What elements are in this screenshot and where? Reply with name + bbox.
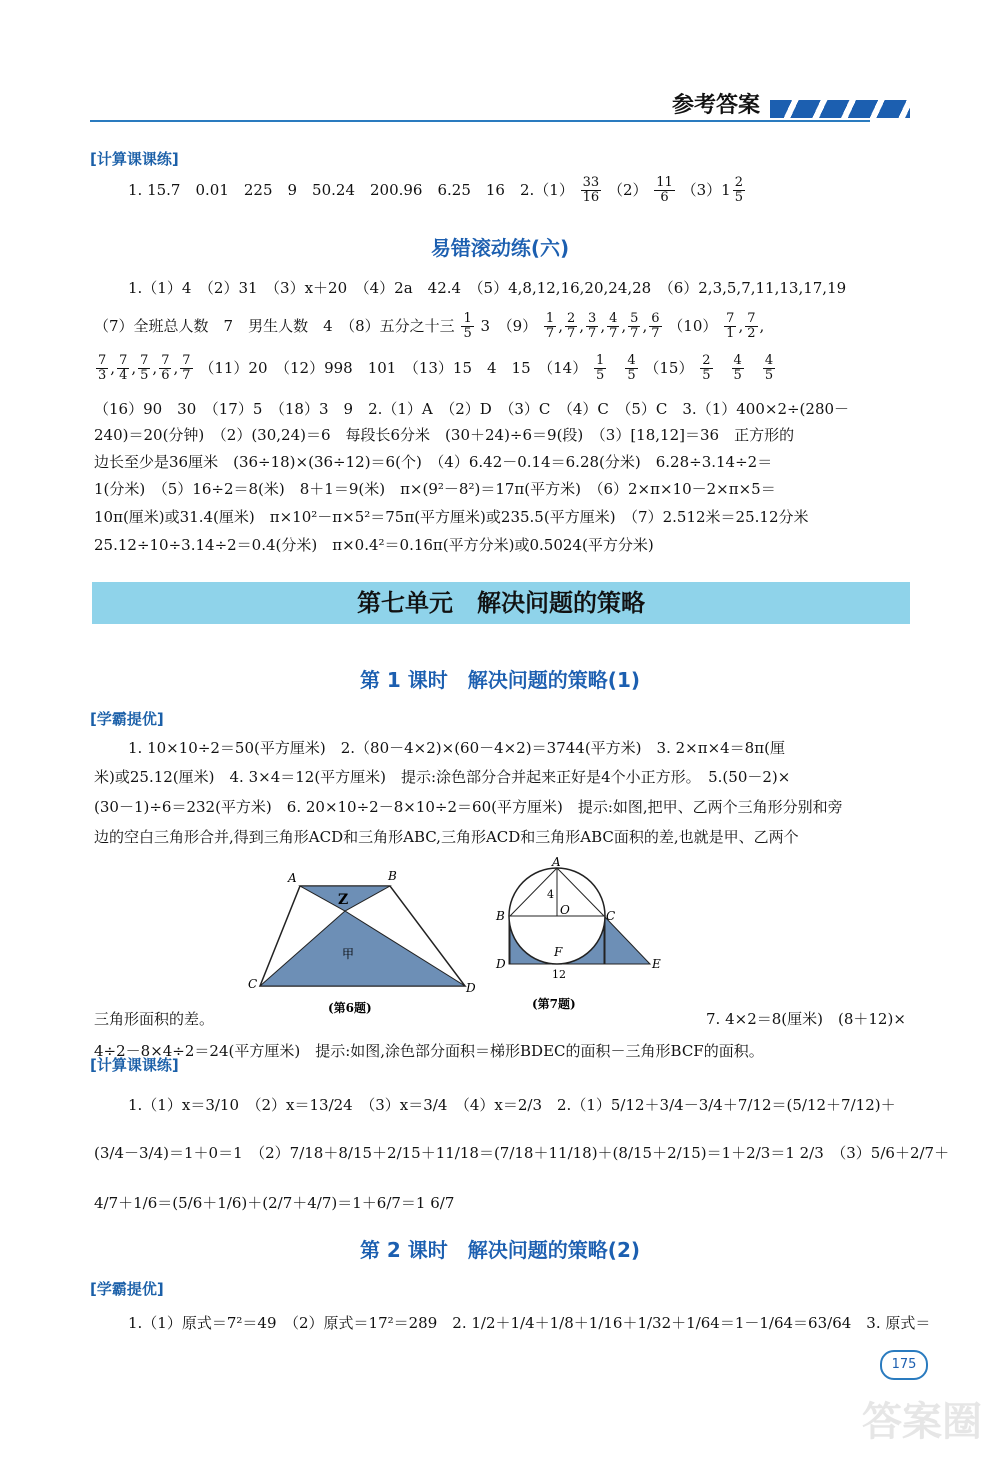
calc-answer-line: 1. 15.7 0.01 225 9 50.24 200.96 6.25 16 2.（1） $\frac{33}{16}$ （2） $\frac{11}{6}$ （3）1 $\frac{2}{5}$ bbox=[128, 175, 743, 206]
svg-text:甲: 甲 bbox=[342, 947, 355, 961]
yicuo-line-9: 25.12÷10÷3.14÷2＝0.4(分米) π×0.4²＝0.16π(平方分米)或0.5024(平方分米) bbox=[94, 536, 654, 554]
figure-6 bbox=[248, 869, 476, 1015]
calc2-line-3: 4/7＋1/6＝(5/6＋1/6)＋(2/7＋4/7)＝1＋6/7＝1 6/7 bbox=[94, 1194, 455, 1212]
lesson1-line-4: 边的空白三角形合并,得到三角形ACD和三角形ABC,三角形ACD和三角形ABC面积的差,也就是甲、乙两个 bbox=[94, 828, 799, 846]
yicuo-line-1: 1.（1）4 （2）31 （3）x＋20 （4）2a 42.4 （5）4,8,12,16,20,24,28 （6）2,3,5,7,11,13,17,19 bbox=[128, 279, 847, 297]
svg-text:D: D bbox=[466, 981, 476, 995]
svg-text:B: B bbox=[388, 869, 397, 883]
lesson1-title: 第 1 课时 解决问题的策略(1) bbox=[359, 668, 641, 692]
section-title-yicuo: 易错滚动练(六) bbox=[430, 236, 570, 260]
fraction: $\frac{11}{6}$ bbox=[656, 175, 673, 206]
lesson2-title: 第 2 课时 解决问题的策略(2) bbox=[359, 1238, 641, 1262]
svg-text:A: A bbox=[288, 871, 297, 885]
lesson1-line-5b: 7. 4×2＝8(厘米) (8＋12)× bbox=[706, 1010, 906, 1028]
yicuo-line-3: $\frac{7}{3}$ , $\frac{7}{4}$ , $\frac{7}{5}$ , $\frac{7}{6}$ , $\frac{7}{7}$ （11）20 （12）998 101 （13）15 4 15 （14） $\frac{1}{5}$ $\frac{4}{5}$ （15） $\frac{2}{5}$ $\frac{4}{5}$ $\frac{4}{5}$ bbox=[98, 353, 774, 384]
lesson1-line-6: 4÷2－8×4÷2＝24(平方厘米) 提示:如图,涂色部分面积＝梯形BDEC的面积－三角形BCF的面积。 bbox=[94, 1042, 764, 1060]
yicuo-line-8: 10π(厘米)或31.4(厘米) π×10²－π×5²＝75π(平方厘米)或235.5(平方厘米) （7）2.512米＝25.12分米 bbox=[94, 508, 809, 526]
lesson1-line-3: (30－1)÷6＝232(平方米) 6. 20×10÷2－8×10÷2＝60(平方厘米) 提示:如图,把甲、乙两个三角形分别和旁 bbox=[94, 798, 843, 816]
svg-text:(第6题): (第6题) bbox=[328, 1001, 372, 1015]
watermark-logo: 答案圈 bbox=[862, 1399, 982, 1445]
calc2-line-2: (3/4－3/4)＝1＋0＝1 （2）7/18＋8/15＋2/15＋11/18＝(7/18＋11/18)＋(8/15＋2/15)＝1＋2/3＝1 2/3 （3）5/6＋2/7＋ bbox=[94, 1144, 950, 1162]
svg-text:F: F bbox=[554, 945, 563, 959]
tag-xueba-2: [学霸提优] bbox=[90, 1280, 164, 1298]
tag-calc-2: [计算课课练] bbox=[90, 1056, 179, 1074]
page-header bbox=[90, 86, 910, 126]
svg-text:D: D bbox=[496, 957, 506, 971]
svg-text:Z: Z bbox=[338, 892, 349, 908]
svg-text:O: O bbox=[560, 903, 570, 917]
svg-text:4: 4 bbox=[547, 888, 554, 901]
yicuo-line-5: 240)＝20(分钟) （2）(30,24)＝6 每段长6分米 (30＋24)÷6＝9(段) （3）[18,12]＝36 正方形的 bbox=[94, 426, 795, 444]
svg-text:B: B bbox=[496, 909, 505, 923]
svg-text:(第7题): (第7题) bbox=[532, 997, 576, 1011]
svg-text:E: E bbox=[652, 957, 661, 971]
fraction: $\frac{33}{16}$ bbox=[582, 175, 600, 206]
header-decoration bbox=[770, 100, 910, 118]
tag-calc-1: [计算课课练] bbox=[90, 150, 179, 168]
lesson1-line-1: 1. 10×10÷2＝50(平方厘米) 2.（80－4×2)×(60－4×2)＝3744(平方米) 3. 2×π×4＝8π(厘 bbox=[128, 739, 785, 757]
yicuo-line-6: 边长至少是36厘米 (36÷18)×(36÷12)＝6(个) （4）6.42－0.14＝6.28(分米) 6.28÷3.14÷2＝ bbox=[94, 453, 773, 471]
figure-7 bbox=[495, 856, 661, 1011]
svg-text:12: 12 bbox=[552, 968, 566, 981]
unit-banner: 第七单元 解决问题的策略 bbox=[92, 582, 910, 624]
header-title: 参考答案 bbox=[671, 93, 760, 118]
svg-text:C: C bbox=[606, 909, 616, 923]
geometry-figures bbox=[240, 856, 690, 1036]
tag-xueba-1: [学霸提优] bbox=[90, 710, 164, 728]
header-rule bbox=[90, 120, 870, 122]
yicuo-line-4: （16）90 30 （17）5 （18）3 9 2.（1）A （2）D （3）C （4）C （5）C 3.（1）400×2÷(280－ bbox=[94, 400, 850, 418]
svg-text:A: A bbox=[552, 856, 561, 869]
page-number: 175 bbox=[880, 1350, 928, 1380]
yicuo-line-2: （7）全班总人数 7 男生人数 4 （8）五分之十三 $\frac{1}{5}$ 3 （9） $\frac{1}{7}$ , $\frac{2}{7}$ , $\frac{3}{7}$ , $\frac{4}{7}$ , $\frac{5}{7}$ , $\frac{6}{7}$ （10） $\frac{7}{1}$ , $\frac{7}{2}$ , bbox=[94, 311, 765, 342]
lesson2-line-1: 1.（1）原式＝7²＝49 （2）原式＝17²＝289 2. 1/2＋1/4＋1/8＋1/16＋1/32＋1/64＝1－1/64＝63/64 3. 原式＝ bbox=[128, 1314, 931, 1332]
fraction: $\frac{2}{5}$ bbox=[734, 175, 743, 206]
yicuo-line-7: 1(分米) （5）16÷2＝8(米) 8＋1＝9(米) π×(9²－8²)＝17π(平方米) （6）2×π×10－2×π×5＝ bbox=[94, 480, 776, 498]
svg-text:C: C bbox=[248, 977, 258, 991]
calc2-line-1: 1.（1）x＝3/10 （2）x＝13/24 （3）x＝3/4 （4）x＝2/3 2.（1）5/12＋3/4－3/4＋7/12＝(5/12＋7/12)＋ bbox=[128, 1096, 896, 1114]
lesson1-line-5: 三角形面积的差。 bbox=[94, 1010, 215, 1028]
lesson1-line-2: 米)或25.12(厘米) 4. 3×4＝12(平方厘米) 提示:涂色部分合并起来正好是4个小正方形。 5.(50－2)× bbox=[94, 768, 791, 786]
